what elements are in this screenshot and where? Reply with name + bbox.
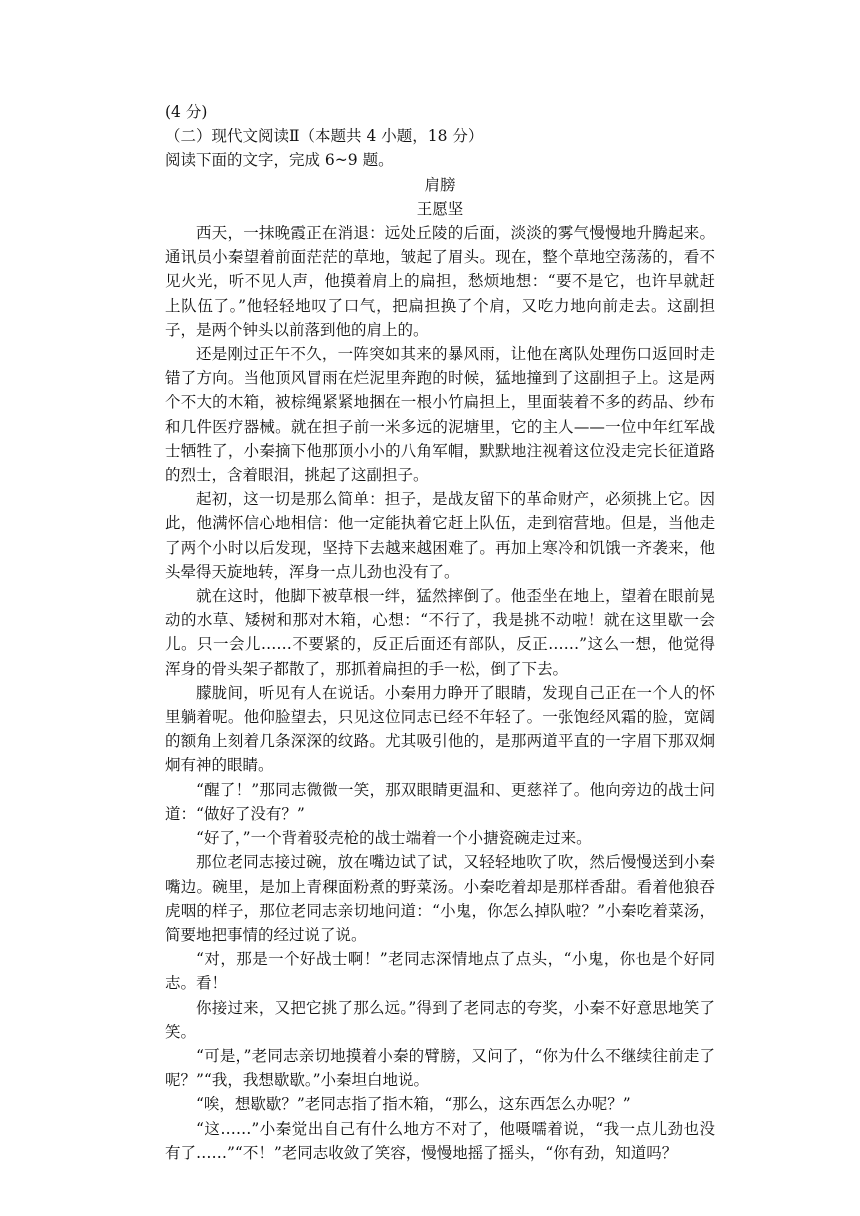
paragraph: 就在这时，他脚下被草根一绊，猛然摔倒了。他歪坐在地上，望着在眼前晃动的水草、矮树和那对木箱，心想：“不行了，我是挑不动啦！就在这里歇一会儿。只一会儿……不要紧的，反正后面还有部队，反正……”这么一想，他觉得浑身的骨头架子都散了，那抓着扁担的手一松，倒了下去。 [165, 587, 715, 678]
article-author: 王愿坚 [416, 199, 464, 218]
paragraph: “醒了！”那同志微微一笑，那双眼睛更温和、更慈祥了。他向旁边的战士问道：“做好了没有？” [165, 780, 715, 823]
paragraph: “好了，”一个背着驳壳枪的战士端着一个小搪瓷碗走过来。 [196, 829, 592, 848]
reading-instruction: 阅读下面的文字，完成 6~9 题。 [165, 151, 394, 170]
paragraph: “这……”小秦觉出自己有什么地方不对了，他嗫嚅着说，“我一点儿劲也没有了……”“不！”老同志收敛了笑容，慢慢地摇了摇头，“你有劲，知道吗？ [165, 1119, 715, 1162]
paragraph: 朦胧间，听见有人在说话。小秦用力睁开了眼睛，发现自己正在一个人的怀里躺着呢。他仰脸望去，只见这位同志已经不年轻了。一张饱经风霜的脸，宽阔的额角上刻着几条深深的纹路。尤其吸引他的，是那两道平直的一字眉下那双炯炯有神的眼睛。 [165, 683, 715, 775]
paragraph: 西天，一抹晚霞正在消退：远处丘陵的后面，淡淡的雾气慢慢地升腾起来。通讯员小秦望着前面茫茫的草地，皱起了眉头。现在，整个草地空荡荡的，看不见火光，听不见人声，他摸着肩上的扁担，愁烦地想：“要不是它，也许早就赶上队伍了。”他轻轻地叹了口气，把扁担换了个肩，又吃力地向前走去。这副担子，是两个钟头以前落到他的肩上的。 [165, 224, 715, 339]
paragraph: “唉，想歇歇？”老同志指了指木箱，“那么，这东西怎么办呢？” [196, 1095, 631, 1114]
paragraph: 还是刚过正午不久，一阵突如其来的暴风雨，让他在离队处理伤口返回时走错了方向。当他顶风冒雨在烂泥里奔跑的时候，猛地撞到了这副担子上。这是两个不大的木箱，被棕绳紧紧地捆在一根小竹扁担上，里面装着不多的药品、纱布和几件医疗器械。就在担子前一米多远的泥塘里，它的主人——一位中年红军战士牺牲了，小秦摘下他那顶小小的八角军帽，默默地注视着这位没走完长征道路的烈士，含着眼泪，挑起了这副担子。 [165, 345, 715, 485]
section-title: （二）现代文阅读Ⅱ（本题共 4 小题，18 分） [165, 127, 484, 146]
article-title: 肩膀 [424, 175, 456, 194]
paragraph: 那位老同志接过碗，放在嘴边试了试，又轻轻地吹了吹，然后慢慢送到小秦嘴边。碗里，是加上青稞面粉煮的野菜汤。小秦吃着却是那样香甜。看着他狼吞虎咽的样子，那位老同志亲切地问道：“小鬼，你怎么掉队啦？”小秦吃着菜汤，简要地把事情的经过说了说。 [165, 853, 715, 944]
paragraph: 你接过来，又把它挑了那么远。”得到了老同志的夸奖，小秦不好意思地笑了笑。 [165, 998, 715, 1041]
paragraph: 起初，这一切是那么简单：担子，是战友留下的革命财产，必须挑上它。因此，他满怀信心地相信：他一定能执着它赶上队伍，走到宿营地。但是，当他走了两个小时以后发现，坚持下去越来越困难了。再加上寒冷和饥饿一齐袭来，他头晕得天旋地转，浑身一点儿劲也没有了。 [165, 490, 715, 581]
paragraph: “对，那是一个好战士啊！”老同志深情地点了点头，“小鬼，你也是个好同志。看！ [165, 950, 715, 993]
score-note: (4 分) [165, 103, 208, 121]
document-body [165, 100, 715, 1165]
paragraph: “可是，”老同志亲切地摸着小秦的臂膀，又问了，“你为什么不继续往前走了呢？”“我，我想歇歇。”小秦坦白地说。 [165, 1046, 715, 1090]
